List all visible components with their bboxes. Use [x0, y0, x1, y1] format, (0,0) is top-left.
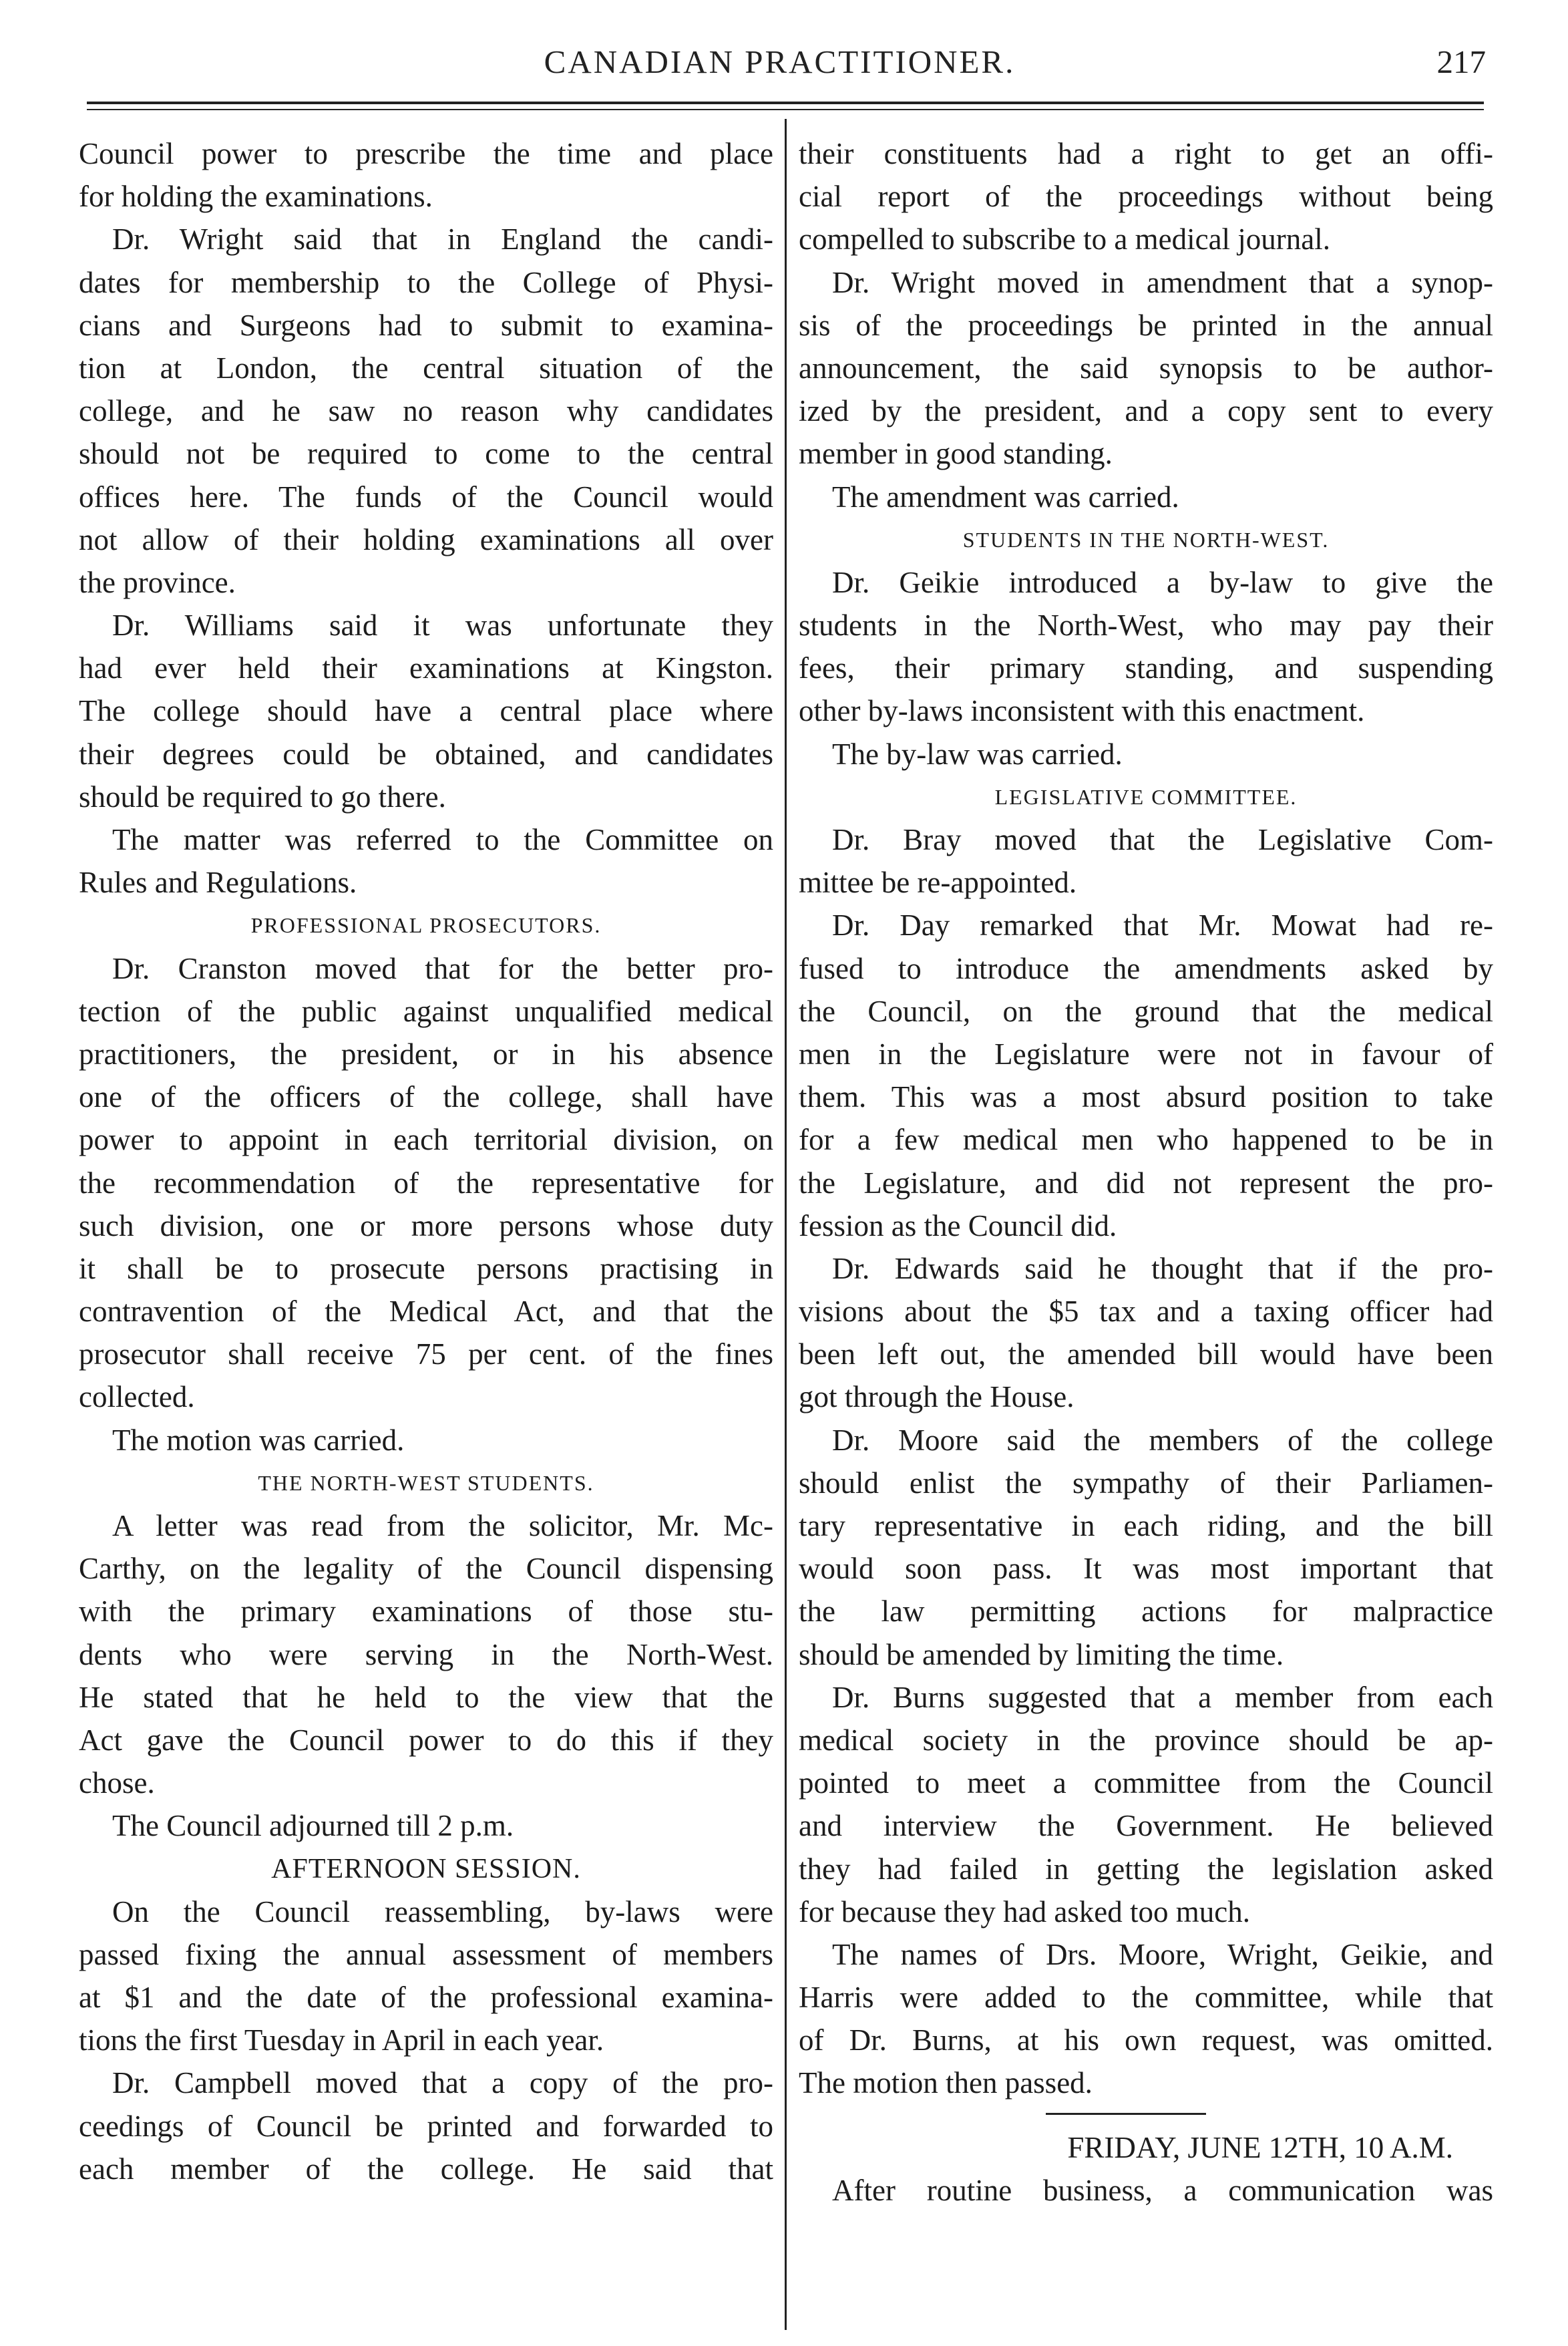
text-line: tection of the public against unqualified medical	[79, 994, 773, 1028]
text-line: visions about the $5 tax and a taxing officer had	[799, 1295, 1493, 1329]
text-line: college, and he saw no reason why candidates	[79, 394, 773, 428]
header-rule-thin	[87, 109, 1484, 110]
right-column	[799, 132, 1493, 2212]
text-line: Dr. Geikie introduced a by-law to give the	[832, 565, 1493, 599]
text-line: the recommendation of the representative for	[79, 1166, 773, 1200]
text-line: announcement, the said synopsis to be author-	[799, 351, 1493, 385]
text-line: Dr. Bray moved that the Legislative Com-	[832, 823, 1493, 856]
text-line: students in the North-West, who may pay their	[799, 609, 1493, 643]
text-line: tions the first Tuesday in April in each year.	[79, 2023, 604, 2057]
section-rule-line	[1046, 2113, 1206, 2115]
text-line: the Council, on the ground that the medical	[799, 994, 1493, 1028]
text-line: Rules and Regulations.	[79, 866, 357, 900]
text-line: On the Council reassembling, by-laws were	[112, 1894, 773, 1929]
text-line: tary representative in each riding, and the bill	[799, 1509, 1493, 1542]
text-line: had ever held their examinations at Kingston.	[79, 651, 773, 685]
text-line: their constituents had a right to get an offi-	[799, 137, 1493, 170]
text-line: should enlist the sympathy of their Parliamen-	[799, 1466, 1493, 1500]
text-line: should be amended by limiting the time.	[799, 1637, 1284, 1671]
text-line: chose.	[79, 1766, 155, 1800]
text-line: mittee be re-appointed.	[799, 866, 1077, 900]
section-heading: THE NORTH-WEST STUDENTS.	[258, 1470, 594, 1495]
text-line: each member of the college. He said that	[79, 2152, 773, 2186]
text-line: the Legislature, and did not represent the pro-	[799, 1166, 1493, 1200]
text-line: member in good standing.	[799, 437, 1113, 471]
text-line: should be required to go there.	[79, 780, 446, 814]
text-line: medical society in the province should be ap-	[799, 1723, 1493, 1757]
text-line: sis of the proceedings be printed in the annual	[799, 308, 1493, 342]
text-line: The matter was referred to the Committee on	[112, 823, 773, 856]
text-line: one of the officers of the college, shall have	[79, 1080, 773, 1114]
text-line: men in the Legislature were not in favour of	[799, 1037, 1493, 1071]
text-line: compelled to subscribe to a medical journal.	[799, 222, 1331, 257]
text-line: The college should have a central place where	[79, 694, 773, 728]
text-line: Dr. Campbell moved that a copy of the pro-	[112, 2066, 773, 2100]
text-line: Act gave the Council power to do this if they	[79, 1723, 773, 1757]
text-line: Carthy, on the legality of the Council dispensing	[79, 1552, 773, 1586]
text-line: of Dr. Burns, at his own request, was omitted.	[799, 2023, 1493, 2057]
column-divider	[785, 119, 787, 2330]
text-line: Dr. Wright moved in amendment that a synop-	[832, 265, 1493, 299]
text-line: cial report of the proceedings without being	[799, 180, 1493, 214]
text-line: cians and Surgeons had to submit to examina-	[79, 308, 773, 342]
text-line: fession as the Council did.	[799, 1208, 1117, 1242]
text-line: Dr. Cranston moved that for the better pro-	[112, 951, 773, 985]
text-line: tion at London, the central situation of the	[79, 351, 773, 385]
text-line: Dr. Edwards said he thought that if the pro-	[832, 1251, 1493, 1285]
text-line: power to appoint in each territorial division, on	[79, 1123, 773, 1157]
journal-title: CANADIAN PRACTITIONER.	[544, 43, 1016, 80]
text-line: The names of Drs. Moore, Wright, Geikie, and	[832, 1937, 1493, 1971]
section-heading: PROFESSIONAL PROSECUTORS.	[250, 913, 602, 938]
section-rule	[799, 2105, 1493, 2126]
text-line: The Council adjourned till 2 p.m.	[112, 1809, 514, 1843]
session-dateline: FRIDAY, JUNE 12TH, 10 A.M.	[1067, 2130, 1453, 2164]
text-line: The amendment was carried.	[832, 480, 1179, 514]
text-line: such division, one or more persons whose duty	[79, 1208, 773, 1242]
text-line: collected.	[79, 1380, 195, 1414]
text-line: contravention of the Medical Act, and that the	[79, 1295, 773, 1329]
text-line: Council power to prescribe the time and place	[79, 137, 773, 170]
text-line: Dr. Wright said that in England the candi-	[112, 222, 773, 257]
text-line: at $1 and the date of the professional examina-	[79, 1981, 773, 2015]
text-line: and interview the Government. He believed	[799, 1809, 1493, 1843]
left-column	[79, 132, 773, 2190]
section-heading: AFTERNOON SESSION.	[271, 1853, 581, 1884]
text-line: other by-laws inconsistent with this enactment.	[799, 694, 1365, 728]
running-head	[73, 33, 1486, 87]
text-line: their degrees could be obtained, and candidates	[79, 737, 773, 771]
text-line: A letter was read from the solicitor, Mr. Mc-	[112, 1509, 773, 1542]
text-line: fused to introduce the amendments asked by	[799, 951, 1493, 985]
text-line: with the primary examinations of those stu-	[79, 1595, 773, 1629]
text-line: they had failed in getting the legislation asked	[799, 1852, 1493, 1886]
text-line: Dr. Williams said it was unfortunate they	[112, 609, 773, 643]
text-line: not allow of their holding examinations all over	[79, 522, 773, 556]
text-line: Harris were added to the committee, while that	[799, 1981, 1493, 2015]
text-line: The motion was carried.	[112, 1423, 405, 1457]
text-line: them. This was a most absurd position to take	[799, 1080, 1493, 1114]
text-line: should not be required to come to the central	[79, 437, 773, 471]
text-line: got through the House.	[799, 1380, 1074, 1414]
text-line: prosecutor shall receive 75 per cent. of the fines	[79, 1337, 773, 1371]
text-line: practitioners, the president, or in his absence	[79, 1037, 773, 1071]
text-line: the law permitting actions for malpractice	[799, 1595, 1493, 1629]
text-line: pointed to meet a committee from the Council	[799, 1766, 1493, 1800]
header-rule-thick	[87, 102, 1484, 104]
text-line: for a few medical men who happened to be in	[799, 1123, 1493, 1157]
text-line: it shall be to prosecute persons practising in	[79, 1251, 773, 1285]
text-line: He stated that he held to the view that the	[79, 1680, 773, 1714]
text-line: After routine business, a communication was	[832, 2173, 1493, 2207]
text-line: the province.	[79, 565, 236, 599]
text-line: offices here. The funds of the Council would	[79, 480, 773, 514]
text-line: dates for membership to the College of Physi-	[79, 265, 773, 299]
text-line: passed fixing the annual assessment of members	[79, 1937, 773, 1971]
text-line: Dr. Day remarked that Mr. Mowat had re-	[832, 908, 1493, 943]
text-line: ized by the president, and a copy sent to every	[799, 394, 1493, 428]
text-line: for holding the examinations.	[79, 180, 433, 214]
text-line: Dr. Moore said the members of the college	[832, 1423, 1493, 1457]
text-line: been left out, the amended bill would have been	[799, 1337, 1493, 1371]
text-line: The by-law was carried.	[832, 737, 1123, 771]
text-line: dents who were serving in the North-West.	[79, 1637, 773, 1671]
text-line: fees, their primary standing, and suspending	[799, 651, 1493, 685]
text-line: The motion then passed.	[799, 2066, 1093, 2100]
section-heading: STUDENTS IN THE NORTH-WEST.	[962, 527, 1330, 552]
text-line: would soon pass. It was most important that	[799, 1552, 1493, 1586]
text-line: ceedings of Council be printed and forwarded to	[79, 2109, 773, 2143]
section-heading: LEGISLATIVE COMMITTEE.	[994, 784, 1298, 809]
text-line: for because they had asked too much.	[799, 1894, 1251, 1929]
page-number: 217	[1436, 43, 1486, 80]
text-line: Dr. Burns suggested that a member from each	[832, 1680, 1493, 1714]
